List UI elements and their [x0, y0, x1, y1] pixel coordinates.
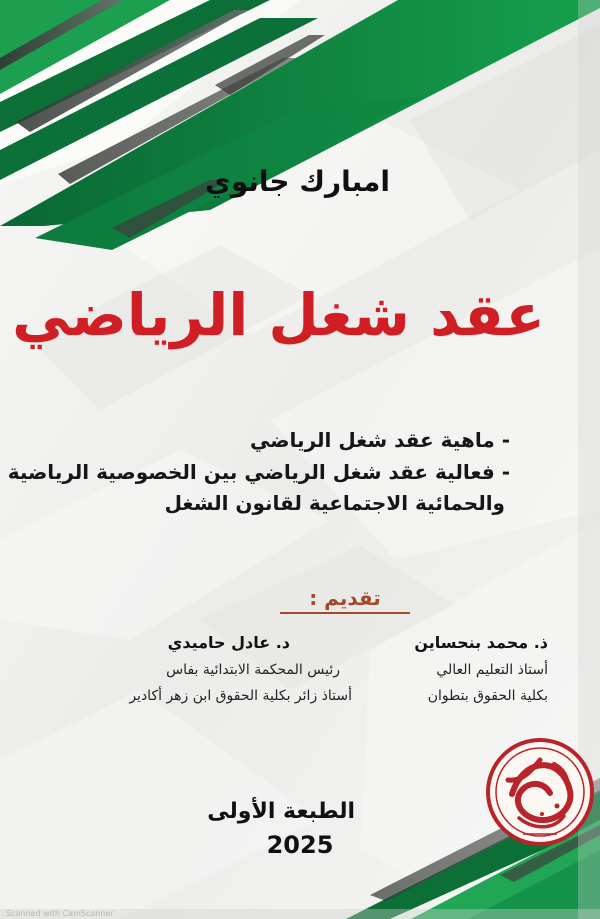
- topic-line-1: - ماهية عقد شغل الرياضي: [249, 428, 510, 452]
- topic-line-3: والحمائية الاجتماعية لقانون الشغل: [164, 491, 505, 515]
- contributor-2-role-2: أستاذ زائر بكلية الحقوق ابن زهر أكادير: [129, 688, 352, 704]
- publisher-seal-logo: [484, 736, 596, 848]
- publication-year: 2025: [266, 831, 334, 859]
- edition-label: الطبعة الأولى: [207, 799, 355, 824]
- contributor-2-name: د. عادل حاميدي: [167, 633, 290, 652]
- contributor-1-name: ذ. محمد بنحساين: [414, 633, 548, 652]
- topic-line-2: - فعالية عقد شغل الرياضي بين الخصوصية الرياضية: [7, 460, 510, 484]
- foreword-label: تقديم :: [280, 587, 410, 614]
- contributor-2-role-1: رئيس المحكمة الابتدائية بفاس: [166, 662, 340, 678]
- contributor-1-role-2: بكلية الحقوق بتطوان: [427, 688, 548, 704]
- scan-watermark: Scanned with CamScanner: [6, 909, 114, 918]
- contributor-1-role-1: أستاذ التعليم العالي: [436, 662, 548, 678]
- book-title: عقد شغل الرياضي: [12, 281, 545, 349]
- author-name: امبارك جانوي: [205, 165, 390, 198]
